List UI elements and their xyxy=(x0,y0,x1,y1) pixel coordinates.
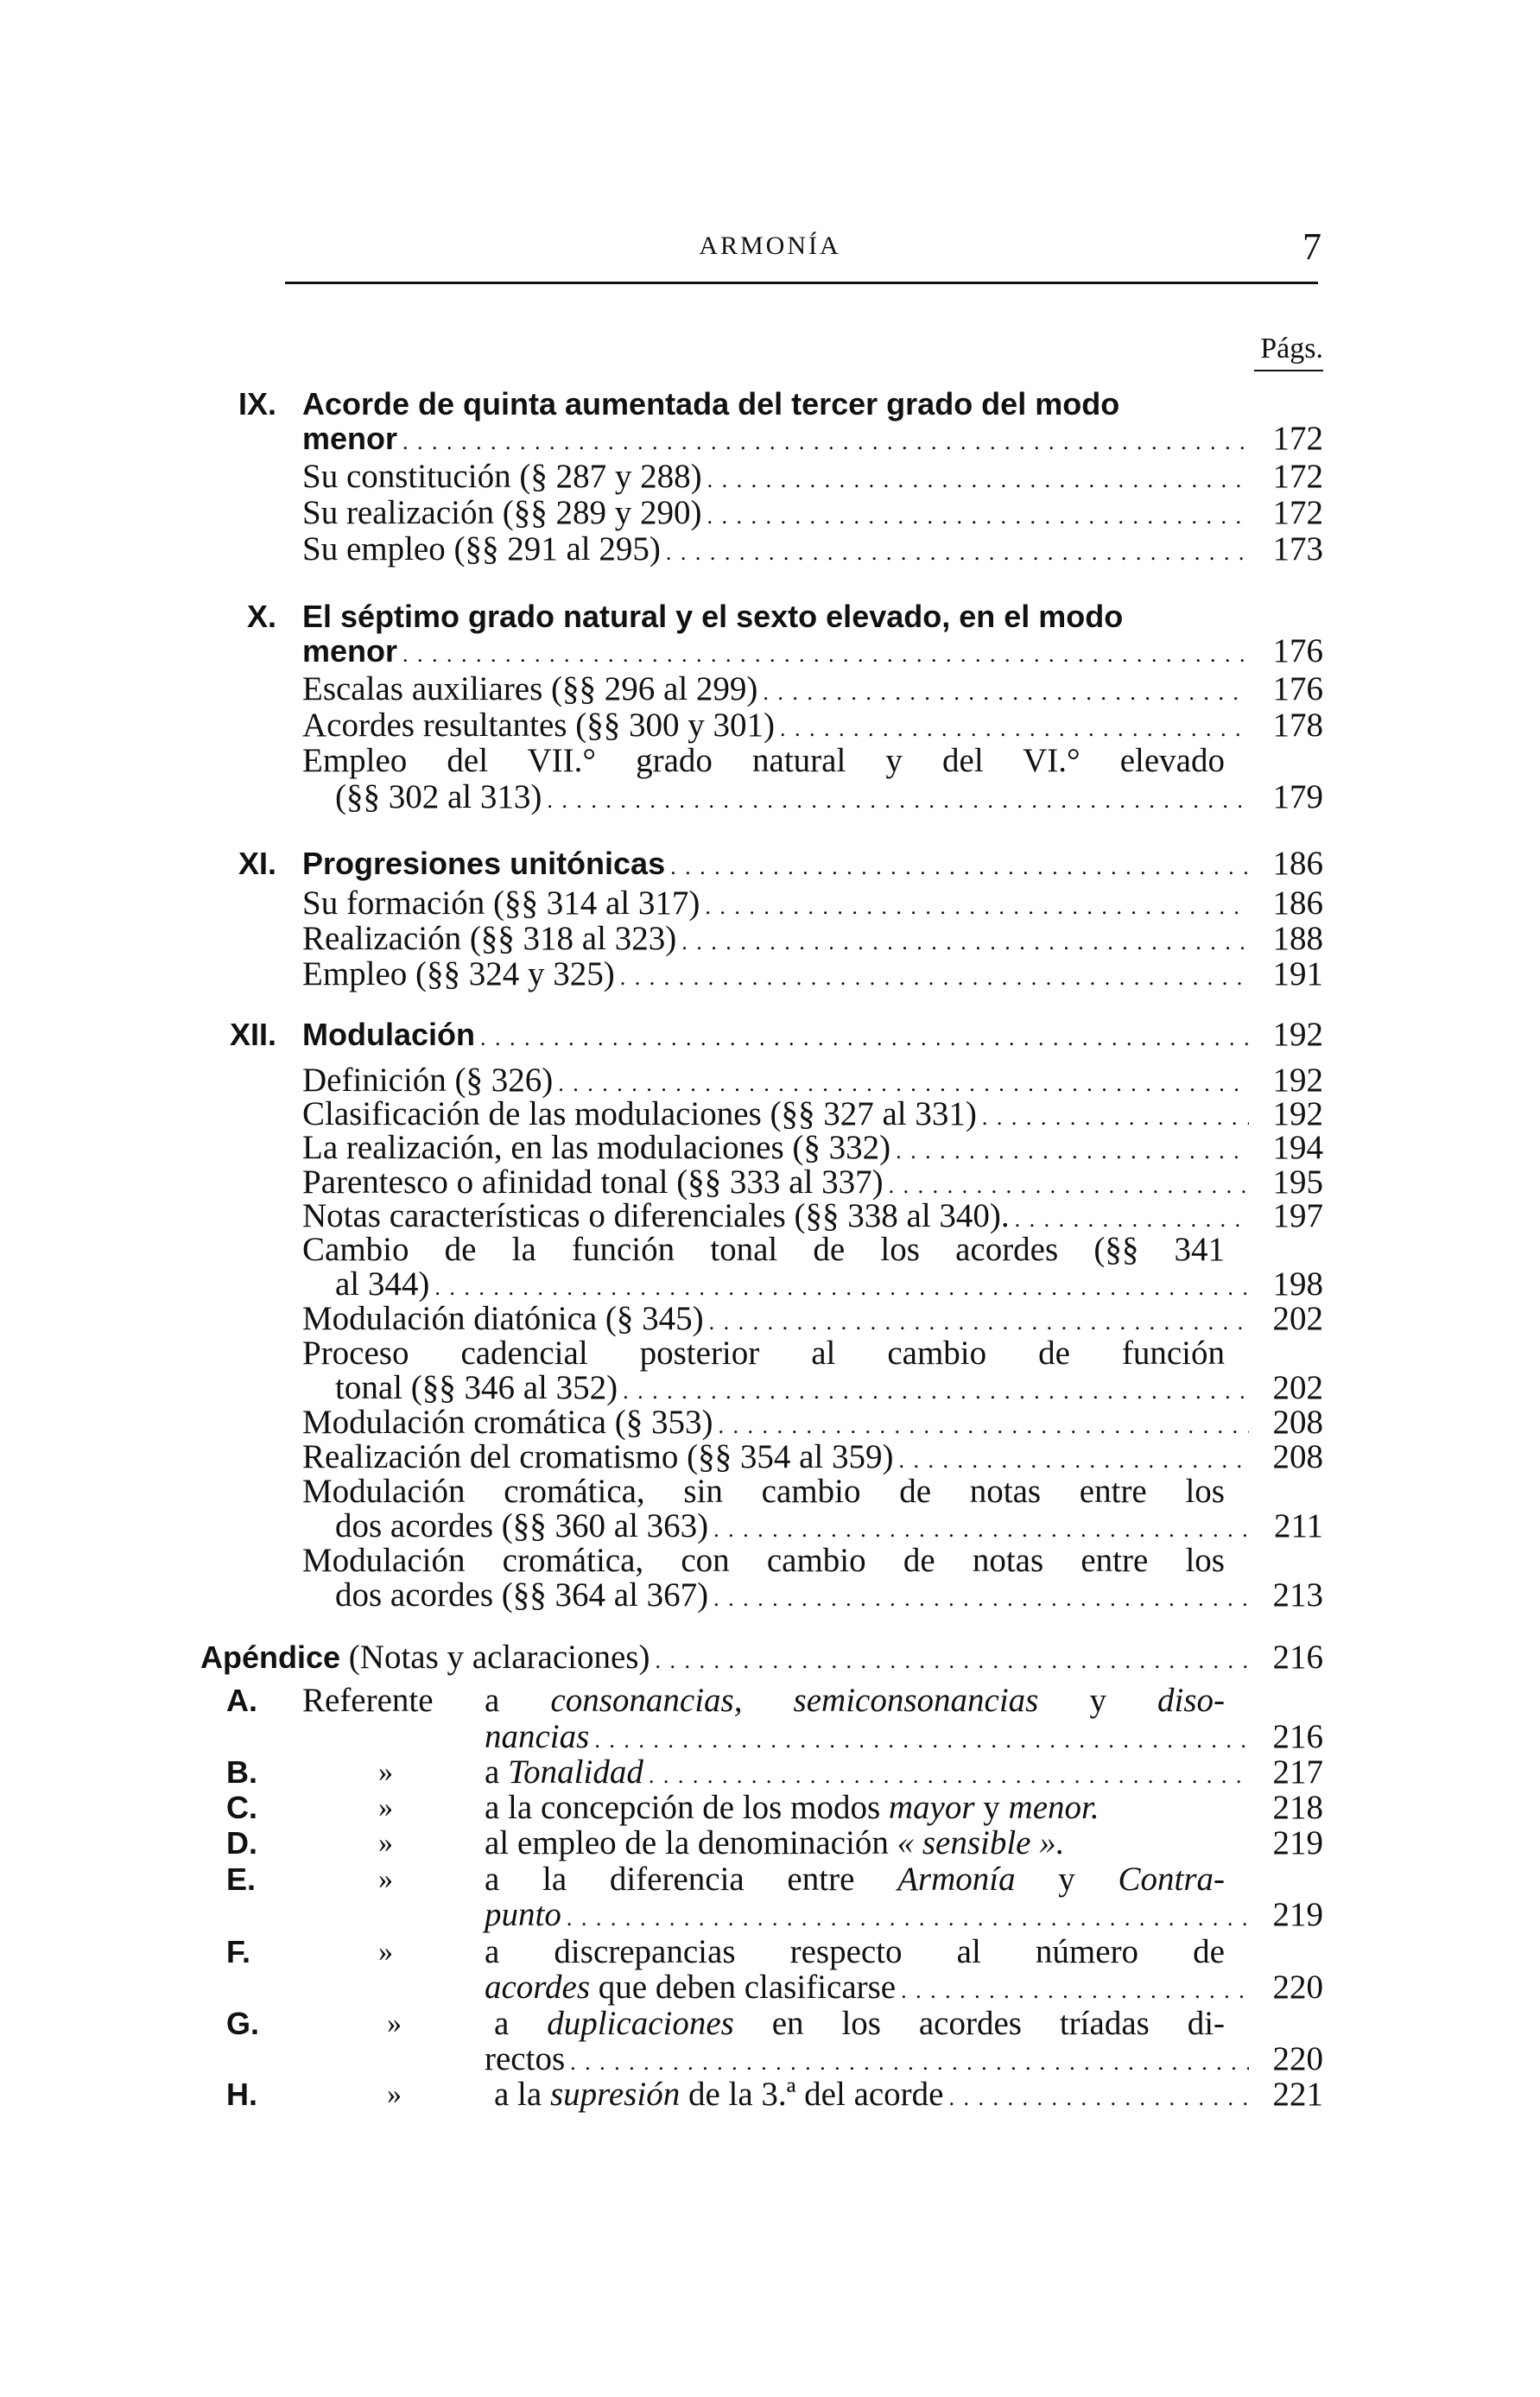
entry-label: Acordes resultantes (§§ 300 y 301) xyxy=(302,707,775,744)
toc-entry[interactable] xyxy=(335,779,1323,815)
ditto-mark: » xyxy=(378,1756,393,1788)
toc-entry[interactable] xyxy=(302,707,1323,744)
section-title-x-cont: menor xyxy=(302,633,398,669)
leader-dots xyxy=(567,1897,1249,1937)
toc-entry[interactable] xyxy=(485,2041,1323,2077)
appendix-a-line1: a consonancias, semiconsonancias y diso- xyxy=(485,1682,1226,1719)
leader-dots xyxy=(670,846,1249,885)
appendix-f-line1: a discrepancias respecto al número de xyxy=(485,1933,1225,1970)
leader-dots xyxy=(763,671,1249,711)
appendix-b-text: a Tonalidad xyxy=(485,1753,643,1791)
ditto-mark: » xyxy=(387,2078,402,2110)
toc-entry[interactable] xyxy=(302,459,1323,495)
page-ref: 186 xyxy=(1272,845,1323,882)
toc-entry[interactable] xyxy=(485,1825,1323,1861)
toc-entry-appendix[interactable] xyxy=(200,1639,1323,1676)
appendix-letter-c: C. xyxy=(226,1790,257,1825)
pages-column-label: Págs. xyxy=(1260,333,1323,365)
leader-dots xyxy=(620,956,1249,996)
appendix-letter-a: A. xyxy=(226,1683,257,1718)
toc-entry[interactable] xyxy=(485,1754,1323,1791)
leader-dots xyxy=(901,1969,1249,2009)
entry-label-multiline: Proceso cadencial posterior al cambio de función xyxy=(302,1335,1225,1372)
toc-entry[interactable] xyxy=(494,2077,1323,2113)
page-ref: 220 xyxy=(1272,2040,1323,2077)
entry-label: Notas características o diferenciales (§§ 338 al 340). xyxy=(302,1197,1010,1234)
ditto-mark: » xyxy=(378,1827,393,1859)
page-ref: 194 xyxy=(1272,1129,1323,1166)
appendix-heading xyxy=(200,1639,650,1676)
appendix-letter-b: B. xyxy=(226,1754,257,1790)
page-ref: 219 xyxy=(1272,1824,1323,1861)
toc-entry[interactable] xyxy=(335,1508,1323,1544)
appendix-e-line2: punto xyxy=(485,1896,561,1933)
appendix-d-text: al empleo de la denominación « sensible ». xyxy=(485,1824,1065,1861)
entry-label-cont: dos acordes (§§ 364 al 367) xyxy=(335,1576,709,1614)
leader-dots xyxy=(705,885,1249,925)
section-title-ix: Acorde de quinta aumentada del tercer grado del modo xyxy=(302,386,1120,422)
toc-entry[interactable] xyxy=(302,1017,1323,1053)
page-ref: 202 xyxy=(1272,1369,1323,1406)
entry-label: Parentesco o afinidad tonal (§§ 333 al 337) xyxy=(302,1164,884,1201)
entry-label: Realización del cromatismo (§§ 354 al 359) xyxy=(302,1438,894,1475)
page-ref: 192 xyxy=(1272,1062,1323,1099)
page-ref: 188 xyxy=(1272,920,1323,957)
leader-dots xyxy=(547,779,1249,819)
toc-entry[interactable] xyxy=(335,1370,1323,1406)
toc-entry[interactable] xyxy=(302,885,1323,922)
leader-dots xyxy=(948,2077,1249,2116)
toc-entry[interactable] xyxy=(302,1062,1323,1099)
toc-entry[interactable] xyxy=(302,1405,1323,1441)
toc-entry[interactable] xyxy=(485,1719,1323,1755)
appendix-letter-g: G. xyxy=(226,2006,260,2041)
ditto-mark: » xyxy=(387,2007,402,2039)
page-ref: 213 xyxy=(1272,1576,1323,1614)
page-ref: 197 xyxy=(1272,1197,1323,1234)
toc-entry[interactable] xyxy=(302,495,1323,531)
entry-label: La realización, en las modulaciones (§ 332) xyxy=(302,1129,891,1166)
appendix-referente: Referente xyxy=(302,1682,434,1719)
appendix-letter-d: D. xyxy=(226,1825,257,1861)
entry-label-cont: tonal (§§ 346 al 352) xyxy=(335,1369,618,1406)
entry-label: Su formación (§§ 314 al 317) xyxy=(302,885,700,922)
entry-label: Modulación cromática (§ 353) xyxy=(302,1404,713,1441)
appendix-h-text: a la supresión de la 3.ª del acorde xyxy=(494,2076,944,2113)
entry-label-multiline: Cambio de la función tonal de los acordes (§§ 341 xyxy=(302,1231,1225,1268)
page-ref: 219 xyxy=(1272,1896,1323,1933)
pages-column-rule xyxy=(1254,370,1323,371)
ditto-mark: » xyxy=(378,1936,393,1968)
leader-dots xyxy=(480,1017,1249,1056)
appendix-a-line2: nancias xyxy=(485,1718,590,1755)
toc-entry[interactable] xyxy=(302,1096,1323,1132)
page-ref: 202 xyxy=(1272,1300,1323,1337)
entry-label: Escalas auxiliares (§§ 296 al 299) xyxy=(302,670,758,707)
ditto-mark: » xyxy=(378,1791,393,1823)
leader-dots xyxy=(707,459,1249,498)
page-ref: 191 xyxy=(1272,955,1323,992)
appendix-c-text: a la concepción de los modos mayor y menor. xyxy=(485,1789,1100,1826)
entry-label: Realización (§§ 318 al 323) xyxy=(302,920,677,957)
running-header-title: ARMONÍA xyxy=(699,231,841,260)
page-ref: 218 xyxy=(1272,1789,1323,1826)
toc-entry[interactable] xyxy=(335,1577,1323,1614)
page-ref: 208 xyxy=(1272,1404,1323,1441)
entry-label: Clasificación de las modulaciones (§§ 327 al 331) xyxy=(302,1095,977,1132)
page-ref: 176 xyxy=(1272,670,1323,707)
leader-dots xyxy=(707,495,1249,535)
entry-label: Modulación diatónica (§ 345) xyxy=(302,1300,704,1337)
entry-label-cont: dos acordes (§§ 360 al 363) xyxy=(335,1507,709,1544)
toc-entry[interactable] xyxy=(485,1969,1323,2006)
leader-dots xyxy=(594,1719,1249,1759)
toc-entry[interactable] xyxy=(302,956,1323,992)
page-ref: 208 xyxy=(1272,1438,1323,1475)
toc-entry[interactable] xyxy=(302,421,1323,457)
page-ref: 173 xyxy=(1272,530,1323,568)
toc-entry[interactable] xyxy=(302,1439,1323,1475)
toc-entry[interactable] xyxy=(302,671,1323,707)
entry-label-multiline: Modulación cromática, sin cambio de notas entre los xyxy=(302,1473,1225,1510)
leader-dots xyxy=(402,421,1249,460)
page-ref: 220 xyxy=(1272,1969,1323,2006)
header-rule xyxy=(285,282,1318,284)
toc-entry[interactable] xyxy=(485,1897,1323,1933)
appendix-f-line2: acordes que deben clasificarse xyxy=(485,1969,897,2006)
section-title-ix-cont: menor xyxy=(302,421,398,456)
page-ref: 186 xyxy=(1272,885,1323,922)
appendix-title: Apéndice xyxy=(200,1639,341,1675)
entry-label: Empleo (§§ 324 y 325) xyxy=(302,955,615,992)
toc-entry[interactable] xyxy=(302,921,1323,957)
entry-label: Definición (§ 326) xyxy=(302,1062,554,1099)
toc-entry[interactable] xyxy=(302,531,1323,568)
toc-entry[interactable] xyxy=(485,1790,1323,1826)
section-number-xi: XI. xyxy=(238,846,276,881)
leader-dots xyxy=(713,1577,1249,1617)
page-ref: 176 xyxy=(1272,632,1323,669)
leader-dots xyxy=(681,921,1249,961)
entry-label: Su realización (§§ 289 y 290) xyxy=(302,494,702,531)
section-number-x: X. xyxy=(246,599,276,634)
page-ref: 172 xyxy=(1272,494,1323,531)
section-number-xii: XII. xyxy=(229,1017,276,1052)
appendix-g-line2: rectos xyxy=(485,2040,566,2077)
appendix-subtitle: (Notas y aclaraciones) xyxy=(348,1639,650,1676)
page-ref: 217 xyxy=(1272,1753,1323,1791)
entry-label-multiline: Empleo del VII.° grado natural y del VI.° elevado xyxy=(302,742,1225,779)
entry-label-multiline: Modulación cromática, con cambio de notas entre los xyxy=(302,1542,1225,1579)
page-ref: 216 xyxy=(1272,1718,1323,1755)
section-title-xii: Modulación xyxy=(302,1017,475,1052)
page-number: 7 xyxy=(1302,225,1321,268)
leader-dots xyxy=(655,1639,1249,1679)
appendix-letter-f: F. xyxy=(226,1934,251,1969)
page-ref: 192 xyxy=(1272,1016,1323,1053)
page-ref: 178 xyxy=(1272,707,1323,744)
page-ref: 172 xyxy=(1272,458,1323,495)
page-ref: 192 xyxy=(1272,1095,1323,1132)
entry-label-cont: (§§ 302 al 313) xyxy=(335,778,542,815)
ditto-mark: » xyxy=(378,1863,393,1895)
page-ref: 221 xyxy=(1272,2076,1323,2113)
appendix-g-line1: a duplicaciones en los acordes tríadas di- xyxy=(494,2005,1226,2042)
entry-label-cont: al 344) xyxy=(335,1265,430,1303)
section-title-x: El séptimo grado natural y el sexto elevado, en el modo xyxy=(302,599,1124,634)
toc-entry[interactable] xyxy=(335,1266,1323,1303)
entry-label: Su constitución (§ 287 y 288) xyxy=(302,458,702,495)
page-ref: 216 xyxy=(1272,1639,1323,1676)
page-ref: 195 xyxy=(1272,1164,1323,1201)
appendix-letter-e: E. xyxy=(226,1861,257,1897)
toc-entry[interactable] xyxy=(302,1130,1323,1166)
appendix-letter-h: H. xyxy=(226,2077,257,2112)
appendix-e-line1: a la diferencia entre Armonía y Contra- xyxy=(485,1861,1226,1898)
page-ref: 211 xyxy=(1273,1507,1323,1544)
leader-dots xyxy=(666,531,1249,571)
toc-entry[interactable] xyxy=(302,633,1323,669)
page-ref: 179 xyxy=(1272,778,1323,815)
leader-dots xyxy=(402,633,1249,673)
section-title-xi: Progresiones unitónicas xyxy=(302,846,666,881)
toc-entry[interactable] xyxy=(302,1164,1323,1201)
section-number-ix: IX. xyxy=(238,386,276,422)
page-ref: 172 xyxy=(1272,420,1323,457)
toc-entry[interactable] xyxy=(302,1198,1323,1234)
toc-entry[interactable] xyxy=(302,1301,1323,1337)
toc-entry[interactable] xyxy=(302,846,1323,882)
entry-label: Su empleo (§§ 291 al 295) xyxy=(302,530,661,568)
page-ref: 198 xyxy=(1272,1265,1323,1303)
